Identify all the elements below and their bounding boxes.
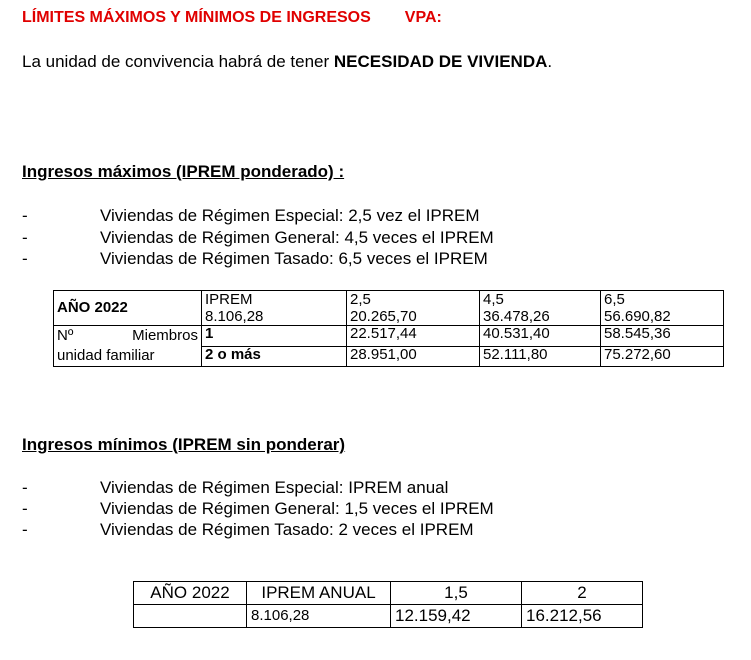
header-value: 56.690,82 bbox=[604, 308, 671, 325]
intro-prefix: La unidad de convivencia habrá de tener bbox=[22, 52, 334, 71]
members-label-line1 bbox=[57, 326, 198, 346]
max-bullet-1 bbox=[22, 206, 480, 226]
header-cell bbox=[601, 291, 724, 326]
members-label-line2: unidad familiar bbox=[57, 347, 155, 364]
header-cell bbox=[347, 291, 480, 326]
header-value: 8.106,28 bbox=[205, 308, 264, 325]
bullet-text: Viviendas de Régimen Especial: IPREM anual bbox=[100, 478, 449, 497]
min-bullet-3 bbox=[22, 520, 474, 540]
header-cell: 1,5 bbox=[391, 582, 522, 605]
bullet-dash: - bbox=[22, 478, 28, 497]
bullet-dash: - bbox=[22, 520, 28, 539]
year-label: AÑO 2022 bbox=[54, 291, 202, 326]
header-cell: IPREM ANUAL bbox=[247, 582, 391, 605]
header-value: 36.478,26 bbox=[483, 308, 550, 325]
table-cell: 12.159,42 bbox=[391, 605, 522, 628]
members-label-cell bbox=[54, 326, 202, 367]
title-text: LÍMITES MÁXIMOS Y MÍNIMOS DE INGRESOS bbox=[22, 9, 371, 26]
header-value: 20.265,70 bbox=[350, 308, 417, 325]
bullet-dash: - bbox=[22, 228, 28, 247]
bullet-text: Viviendas de Régimen General: 4,5 veces el IPREM bbox=[100, 228, 494, 247]
header-cell bbox=[480, 291, 601, 326]
max-income-table bbox=[53, 290, 724, 367]
min-income-heading: Ingresos mínimos (IPREM sin ponderar) bbox=[22, 435, 346, 454]
document-title bbox=[22, 9, 442, 27]
header-factor: IPREM bbox=[205, 291, 253, 308]
bullet-dash: - bbox=[22, 206, 28, 225]
bullet-text: Viviendas de Régimen Tasado: 2 veces el IPREM bbox=[100, 520, 474, 539]
header-cell: 2 bbox=[522, 582, 643, 605]
bullet-text: Viviendas de Régimen General: 1,5 veces el IPREM bbox=[100, 499, 494, 518]
table-cell: 52.111,80 bbox=[480, 346, 601, 367]
header-cell: AÑO 2022 bbox=[134, 582, 247, 605]
bullet-dash: - bbox=[22, 249, 28, 268]
table-cell bbox=[134, 605, 247, 628]
label-miembros: Miembros bbox=[132, 327, 198, 344]
intro-bold: NECESIDAD DE VIVIENDA bbox=[333, 52, 548, 71]
intro-paragraph bbox=[22, 52, 552, 72]
bullet-text: Viviendas de Régimen Especial: 2,5 vez el IPREM bbox=[100, 206, 480, 225]
bullet-dash: - bbox=[22, 499, 28, 518]
intro-suffix: . bbox=[547, 52, 553, 71]
table-cell: 75.272,60 bbox=[601, 346, 724, 367]
members-count: 2 o más bbox=[202, 346, 347, 367]
max-bullet-2 bbox=[22, 228, 494, 248]
table-cell: 22.517,44 bbox=[347, 326, 480, 347]
table-row bbox=[54, 291, 724, 326]
table-row bbox=[134, 605, 643, 628]
table-cell: 16.212,56 bbox=[522, 605, 643, 628]
header-factor: 6,5 bbox=[604, 291, 625, 308]
min-bullet-2 bbox=[22, 499, 494, 519]
max-bullet-3 bbox=[22, 249, 488, 269]
min-income-table bbox=[133, 581, 643, 628]
min-bullet-1 bbox=[22, 478, 448, 498]
table-cell: 28.951,00 bbox=[347, 346, 480, 367]
table-cell: 58.545,36 bbox=[601, 326, 724, 347]
table-cell: 8.106,28 bbox=[247, 605, 391, 628]
title-suffix: VPA: bbox=[404, 9, 442, 26]
table-row bbox=[54, 326, 724, 347]
members-count: 1 bbox=[202, 326, 347, 347]
table-cell: 40.531,40 bbox=[480, 326, 601, 347]
bullet-text: Viviendas de Régimen Tasado: 6,5 veces el IPREM bbox=[100, 249, 488, 268]
header-factor: 4,5 bbox=[483, 291, 504, 308]
label-nº: Nº bbox=[57, 327, 74, 344]
table-row bbox=[134, 582, 643, 605]
max-income-heading: Ingresos máximos (IPREM ponderado) : bbox=[22, 162, 345, 181]
header-factor: 2,5 bbox=[350, 291, 371, 308]
header-cell bbox=[202, 291, 347, 326]
